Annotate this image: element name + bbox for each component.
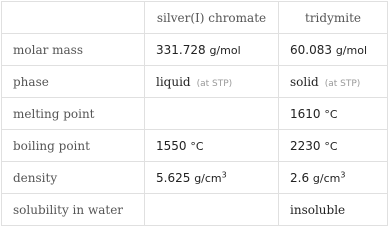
unit-base: g/cm <box>312 171 341 185</box>
unit: °C <box>324 139 338 153</box>
tridymite-molar-mass <box>279 34 388 66</box>
tridymite-solubility: insoluble <box>279 194 388 226</box>
tridymite-phase <box>279 66 388 98</box>
tridymite-melting-point <box>279 98 388 130</box>
value: 1550 <box>156 138 187 153</box>
silver-chromate-boiling-point <box>145 130 279 162</box>
table-row-phase <box>2 66 388 98</box>
unit: g/mol <box>335 43 368 57</box>
table-row-boiling-point <box>2 130 388 162</box>
silver-chromate-density <box>145 162 279 194</box>
row-label-density: density <box>2 162 145 194</box>
value: 5.625 <box>156 170 191 185</box>
value: 2.6 <box>290 170 310 185</box>
unit-exponent: 3 <box>221 169 227 179</box>
table-row-molar-mass <box>2 34 388 66</box>
header-row <box>2 2 388 34</box>
row-label-phase: phase <box>2 66 145 98</box>
unit <box>312 169 346 185</box>
value: solid <box>290 74 319 89</box>
unit-base: g/cm <box>194 171 222 185</box>
row-label-boiling-point: boiling point <box>2 130 145 162</box>
value: 60.083 <box>290 42 332 57</box>
unit <box>194 169 227 185</box>
phase-note: (at STP) <box>196 78 233 89</box>
value: 331.728 <box>156 42 206 57</box>
tridymite-boiling-point <box>279 130 388 162</box>
silver-chromate-molar-mass <box>145 34 279 66</box>
phase-note: (at STP) <box>324 78 361 89</box>
row-label-solubility: solubility in water <box>2 194 145 226</box>
table-row-density <box>2 162 388 194</box>
header-empty-cell <box>2 2 145 34</box>
unit: °C <box>190 139 204 153</box>
header-silver-chromate: silver(I) chromate <box>145 2 279 34</box>
unit: °C <box>324 107 338 121</box>
silver-chromate-solubility <box>145 194 279 226</box>
silver-chromate-phase <box>145 66 279 98</box>
header-tridymite: tridymite <box>279 2 388 34</box>
row-label-molar-mass: molar mass <box>2 34 145 66</box>
unit-exponent: 3 <box>340 169 346 179</box>
tridymite-density <box>279 162 388 194</box>
value: 2230 <box>290 138 321 153</box>
silver-chromate-melting-point <box>145 98 279 130</box>
table-row-solubility <box>2 194 388 226</box>
table-row-melting-point <box>2 98 388 130</box>
properties-table <box>1 1 388 226</box>
unit: g/mol <box>209 43 241 57</box>
row-label-melting-point: melting point <box>2 98 145 130</box>
value: liquid <box>156 74 191 89</box>
value: 1610 <box>290 106 321 121</box>
